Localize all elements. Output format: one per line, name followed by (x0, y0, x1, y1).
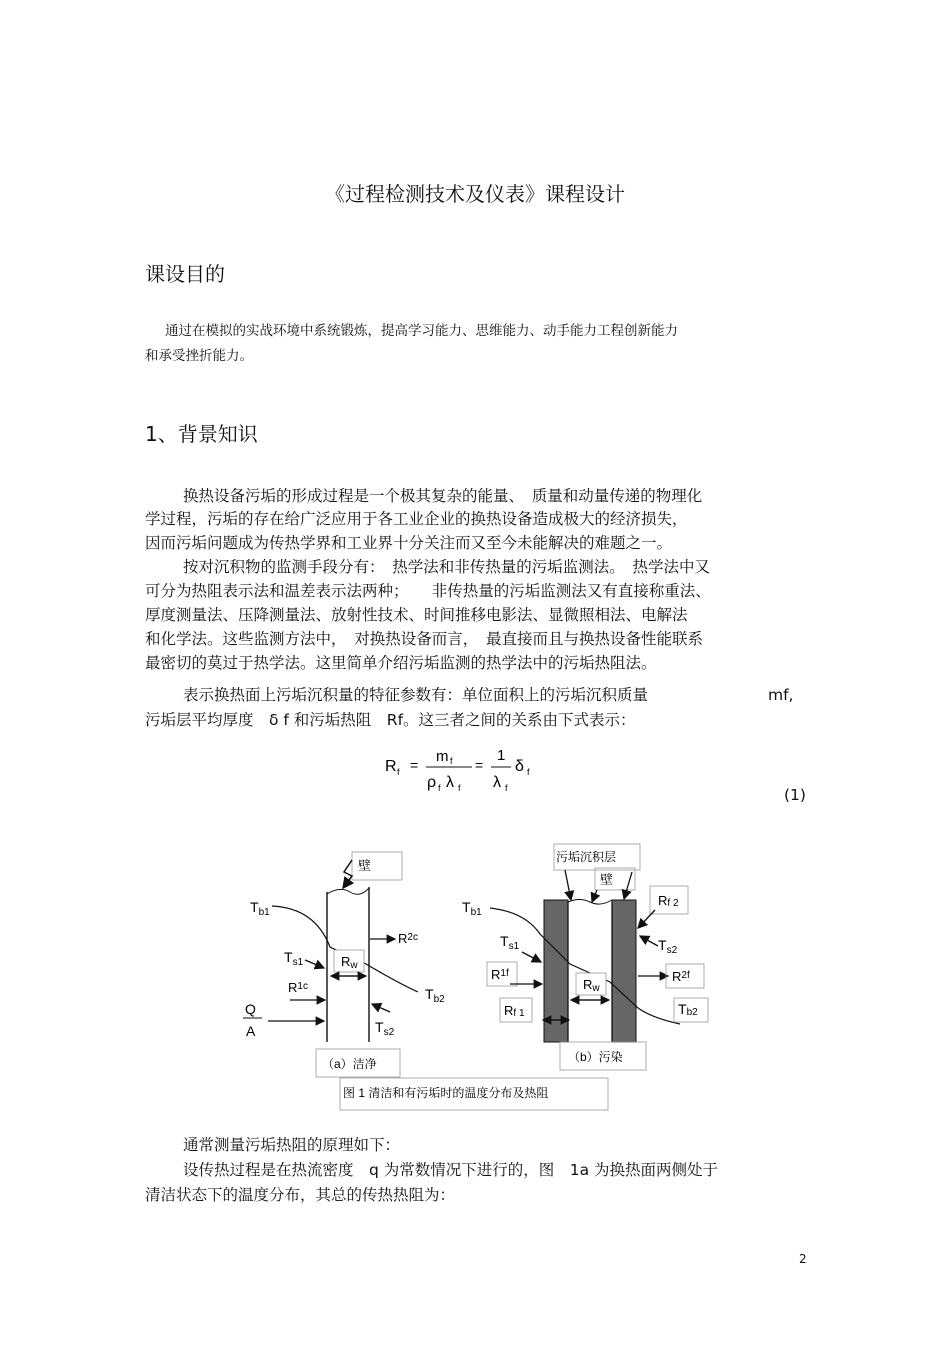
section-heading-background: 1、背景知识 (145, 422, 258, 446)
label-Tb1-a: $T_{b1}$ (250, 899, 270, 918)
fouling-layer-label: 污垢沉积层 (556, 850, 617, 864)
label-Rf2: Rf 2 (658, 893, 679, 909)
eq-delta-sub: f (527, 767, 530, 777)
label-Ts2-b: $T_{s2}$ (658, 937, 678, 956)
eq-R: R (385, 758, 397, 775)
para1-line-3: 因而污垢问题成为传热学界和工业界十分关注而又至今未能解决的难题之一。 (145, 534, 673, 552)
caption-b: （b）污染 (568, 1050, 623, 1064)
label-R2f: $R^{2f}$ (672, 969, 690, 984)
arrow-Ts1-b (522, 952, 541, 962)
label-Ts1-a: $T_{s1}$ (284, 949, 304, 968)
para2-line-4: 和化学法。这些监测方法中， 对换热设备而言， 最直接而且与换热设备性能联系 (145, 630, 704, 648)
para3-line-1: 表示换热面上污垢沉积量的特征参数有：单位面积上的污垢沉积质量 (183, 686, 649, 704)
label-Q: Q (245, 1001, 256, 1017)
arrow-Ts2-a (372, 1004, 390, 1012)
figure-caption: 图 1 清洁和有污垢时的温度分布及热阻 (343, 1086, 549, 1100)
fouling-pointer-right (624, 872, 632, 899)
eq-equals-2: = (475, 757, 484, 773)
eq-m-sub: f (450, 756, 453, 766)
label-R1f: $R^{1f}$ (491, 967, 509, 982)
wall-break-a (327, 888, 369, 894)
para2-line-2: 可分为热阻表示法和温差表示法两种； 非传热量的污垢监测法又有直接称重法、 (145, 582, 711, 600)
eq-lambda: λ (446, 774, 454, 791)
temperature-curve-b (490, 908, 680, 1024)
purpose-line-2: 和承受挫折能力。 (145, 348, 253, 364)
eq-m: m (436, 748, 449, 765)
section-heading-purpose: 课设目的 (145, 262, 225, 286)
eq-lambda-sub: f (458, 783, 461, 793)
eq-lambda-2: λ (493, 774, 501, 791)
para3-line-2: 污垢层平均厚度 δ f 和污垢热阻 Rf。这三者之间的关系由下式表示： (145, 711, 636, 729)
wall-label-b: 壁 (600, 872, 614, 887)
wall-pointer-a (343, 860, 352, 888)
label-Rf1: Rf 1 (504, 1003, 525, 1019)
eq-rho-sub: f (438, 783, 441, 793)
para1-line-1: 换热设备污垢的形成过程是一个极其复杂的能量、 质量和动量传递的物理化 (183, 487, 703, 505)
label-Ts1-b: $T_{s1}$ (500, 933, 520, 952)
fouling-resistance-equation (380, 740, 560, 800)
para2-line-5: 最密切的莫过于热学法。这里简单介绍污垢监测的热学法中的污垢热阻法。 (145, 654, 657, 672)
label-R1c-a: $R^{1c}$ (288, 980, 308, 995)
principle-line-1: 通常测量污垢热阻的原理如下： (183, 1136, 401, 1154)
eq-lambda-2-sub: f (505, 783, 508, 793)
label-Rw-a: Rw (341, 954, 358, 971)
purpose-line-1: 通过在模拟的实战环境中系统锻炼，提高学习能力、思维能力、动手能力工程创新能力 (165, 323, 678, 339)
label-R2c-a: $R^{2c}$ (398, 931, 418, 946)
eq-R-sub: f (397, 767, 400, 777)
label-A: A (246, 1023, 256, 1039)
wall-break-b (568, 900, 612, 905)
fouling-pointer-left (565, 870, 571, 900)
label-Rw-b: Rw (583, 977, 600, 994)
eq-one: 1 (497, 747, 506, 764)
wall-pointer-b (592, 890, 597, 902)
arrow-Rf2 (638, 910, 655, 928)
principle-line-3: 清洁状态下的温度分布，其总的传热热阻为： (145, 1186, 456, 1204)
document-title: 《过程检测技术及仪表》课程设计 (325, 182, 625, 206)
principle-line-2: 设传热过程是在热流密度 q 为常数情况下进行的，图 1a 为换热面两侧处于 (183, 1161, 719, 1179)
para2-line-1: 按对沉积物的监测手段分有： 热学法和非传热量的污垢监测法。 热学法中又 (183, 558, 711, 576)
equation-number: (1) (784, 786, 806, 804)
arrow-Ts1-a (305, 960, 324, 968)
label-Tb1-b: $T_{b1}$ (462, 899, 482, 918)
wall-label-a: 壁 (358, 858, 372, 873)
eq-rho: ρ (427, 774, 437, 791)
page-number: 2 (799, 1252, 807, 1266)
eq-delta: δ (515, 758, 524, 775)
label-Tb2-a: $T_{b2}$ (425, 986, 445, 1005)
fouling-layer-right (612, 900, 636, 1042)
label-Ts2-a: $T_{s2}$ (375, 1019, 395, 1038)
caption-a: （a）洁净 (322, 1057, 377, 1071)
figure-temperature-distribution (240, 842, 710, 1114)
label-Tb2-b: Tb2 (678, 1001, 698, 1018)
para2-line-3: 厚度测量法、压降测量法、放射性技术、时间推移电影法、显微照相法、电解法 (145, 606, 688, 624)
eq-equals-1: = (410, 757, 419, 773)
arrow-Ts2-b (640, 936, 658, 946)
para1-line-2: 学过程，污垢的存在给广泛应用于各工业企业的换热设备造成极大的经济损失， (145, 510, 688, 528)
fouling-layer-left (544, 900, 568, 1042)
para3-mf: mf, (768, 686, 794, 704)
